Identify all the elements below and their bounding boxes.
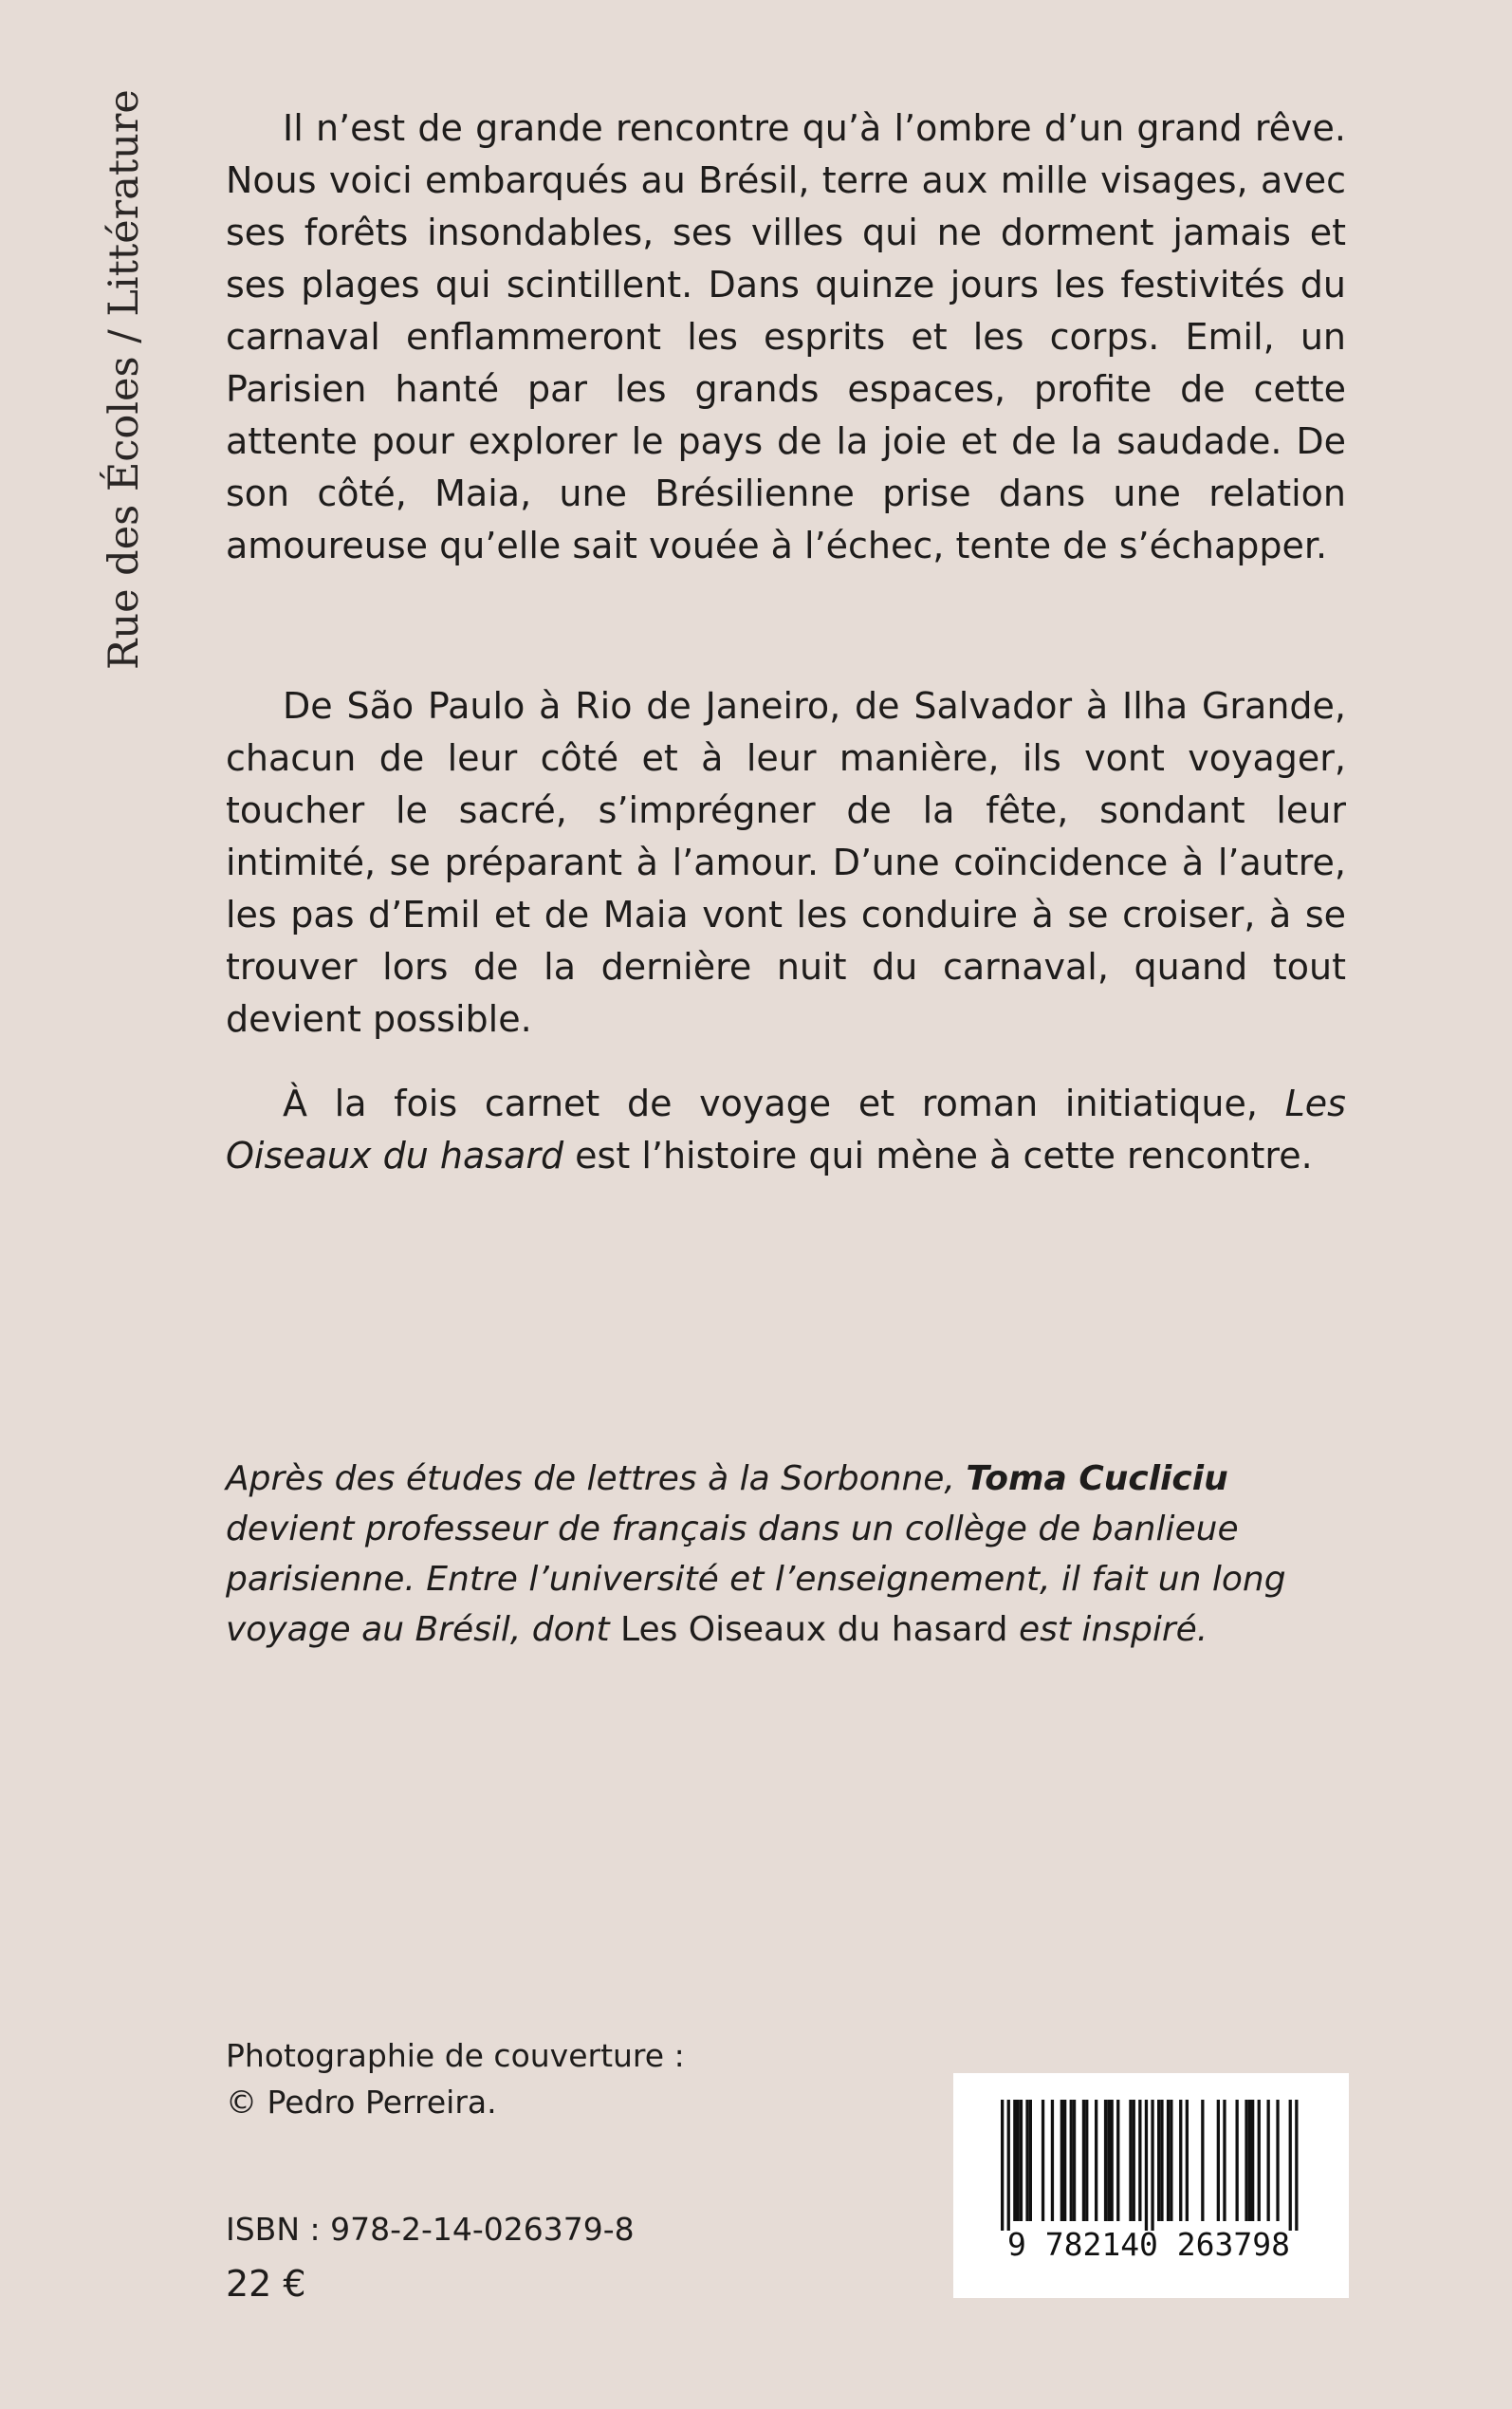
barcode-bar xyxy=(1248,2100,1251,2221)
barcode-bar xyxy=(1029,2100,1032,2221)
barcode-bar xyxy=(1179,2100,1182,2221)
barcode-bar xyxy=(1170,2100,1172,2221)
barcode-bar xyxy=(1095,2100,1097,2221)
book-title: Les Oiseaux du hasard xyxy=(226,1083,1346,1177)
barcode-bar xyxy=(1201,2100,1204,2221)
barcode-bar xyxy=(1082,2100,1085,2221)
photo-credit-label: Photographie de couverture : xyxy=(226,2037,685,2074)
photo-credit xyxy=(226,2032,685,2125)
barcode-bar xyxy=(1107,2100,1110,2221)
barcode-bar xyxy=(1073,2100,1076,2221)
barcode-bar xyxy=(1167,2100,1170,2221)
author-bio-part-2: devient professeur de français dans un collège de banlieue parisienne. Entre l’université et l’enseignement, il fait un long voyage au Brésil, dont xyxy=(226,1510,1286,1649)
barcode-bar xyxy=(1060,2100,1063,2221)
barcode-bar xyxy=(1007,2100,1010,2231)
barcode-bar xyxy=(1151,2100,1153,2231)
barcode-bar xyxy=(1245,2100,1247,2221)
barcode-bar xyxy=(1217,2100,1220,2221)
barcode-bar xyxy=(1001,2100,1004,2231)
barcode-bar xyxy=(1267,2100,1270,2221)
barcode-bar xyxy=(1133,2100,1135,2221)
barcode-bar xyxy=(1138,2100,1141,2221)
author-bio-part-1: Après des études de lettres à la Sorbonne, xyxy=(226,1459,955,1498)
isbn-label: ISBN : 978-2-14-026379-8 xyxy=(226,2211,635,2248)
barcode-bar xyxy=(1017,2100,1020,2221)
blurb-paragraph-1-text: Il n’est de grande rencontre qu’à l’ombre d’un grand rêve. Nous voici embarqués au Brésil, terre aux mille visages, avec ses forêts insondables, ses villes qui ne dorment jamais et ses plages qui scintillent. Dans quinze jours les festivités du carnaval enflammeront les esprits et les corps. Emil, un Parisien hanté par les grands espaces, profite de cette attente pour explorer le pays de la joie et de la saudade. De son côté, Maia, une Brésilienne prise dans une relation amoureuse qu’elle sait vouée à l’échec, tente de s’échapper. xyxy=(226,107,1346,566)
barcode-bar xyxy=(1025,2100,1028,2221)
blurb-paragraph-3-lead: À la fois carnet de voyage et roman initiatique, xyxy=(283,1083,1258,1124)
blurb-paragraph-1 xyxy=(226,102,1346,572)
barcode-bar xyxy=(1160,2100,1163,2221)
barcode-bar xyxy=(1223,2100,1226,2221)
author-bio-book-title: Les Oiseaux du hasard xyxy=(620,1610,1008,1649)
barcode-box xyxy=(953,2073,1349,2298)
barcode-bar xyxy=(1276,2100,1279,2221)
barcode-bar xyxy=(1042,2100,1044,2221)
barcode-bar xyxy=(1116,2100,1119,2221)
barcode-bar xyxy=(1258,2100,1261,2221)
barcode-bar xyxy=(1157,2100,1160,2221)
barcode-bar xyxy=(1104,2100,1107,2221)
barcode-digits: 9 782140 263798 xyxy=(1006,2226,1290,2263)
blurb-paragraph-3-tail: est l’histoire qui mène à cette rencontre. xyxy=(575,1135,1313,1177)
blurb-paragraph-2 xyxy=(226,680,1346,1046)
photo-credit-author: © Pedro Perreira. xyxy=(226,2084,497,2121)
author-bio-part-3: est inspiré. xyxy=(1018,1610,1208,1649)
barcode-bar xyxy=(1295,2100,1298,2231)
author-bio xyxy=(226,1454,1346,1655)
barcode-image xyxy=(987,2100,1310,2231)
price-label: 22 € xyxy=(226,2263,306,2305)
barcode-bar xyxy=(1063,2100,1066,2221)
barcode-bar xyxy=(1145,2100,1148,2231)
author-name: Toma Cucliciu xyxy=(966,1459,1228,1498)
blurb-paragraph-3 xyxy=(226,1078,1346,1182)
barcode-bar xyxy=(1020,2100,1023,2221)
barcode-bar xyxy=(1085,2100,1088,2221)
barcode-bar xyxy=(1070,2100,1073,2221)
barcode-bar xyxy=(1129,2100,1132,2221)
barcode-bar xyxy=(1013,2100,1016,2221)
barcode-bar xyxy=(1051,2100,1054,2221)
barcode-bar xyxy=(1111,2100,1114,2221)
barcode-bar xyxy=(1251,2100,1254,2221)
spine-series-label: Rue des Écoles / Littérature xyxy=(101,89,148,670)
barcode-bar xyxy=(1289,2100,1292,2231)
blurb-paragraph-2-text: De São Paulo à Rio de Janeiro, de Salvador à Ilha Grande, chacun de leur côté et à leur manière, ils vont voyager, toucher le sacré, s’imprégner de la fête, sondant leur intimité, se préparant à l’amour. D’une coïncidence à l’autre, les pas d’Emil et de Maia vont les conduire à se croiser, à se trouver lors de la dernière nuit du carnaval, quand tout devient possible. xyxy=(226,685,1346,1040)
barcode-bar xyxy=(1236,2100,1239,2221)
barcode-bar xyxy=(1186,2100,1189,2221)
